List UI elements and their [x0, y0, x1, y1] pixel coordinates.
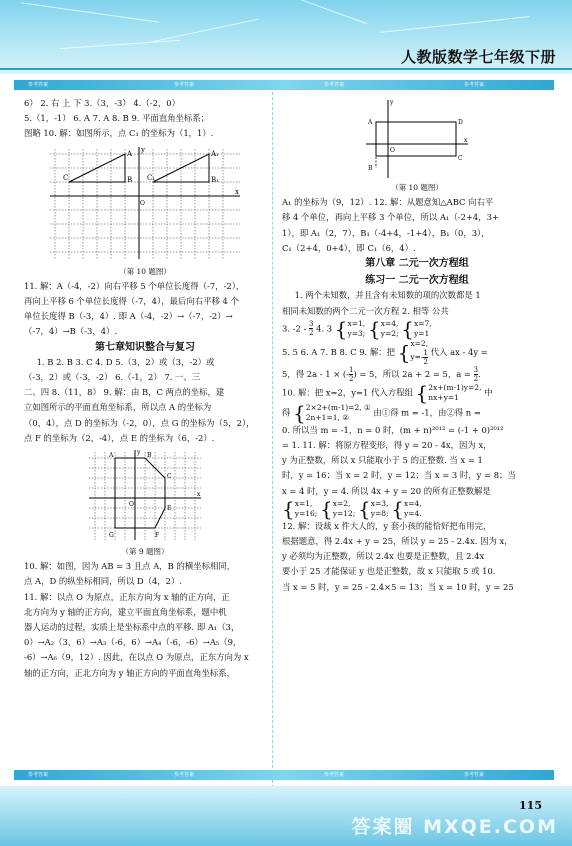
- tab-label: 参考答案: [324, 772, 345, 778]
- svg-text:B: B: [127, 175, 133, 184]
- tab-label: 参考答案: [174, 82, 195, 88]
- chapter-title: 第八章 二元一次方程组: [365, 258, 469, 270]
- svg-text:B: B: [368, 165, 373, 172]
- page-number: 115: [519, 799, 542, 812]
- answer-line-9: 5. 5 6. A 7. B 8. C 9. 解：把 {x=2, y=- $\frac{1}{2}$ 代入 ax - 4y =: [282, 338, 488, 366]
- text-line: 11. 解：以点 O 为原点，正东方向为 x 轴的正方向，正: [24, 591, 230, 602]
- solution-pair: x=4, y=4.: [403, 498, 422, 518]
- text-line: 器人运动的过程，实质上是坐标系中点的平移. 即 A₁（3，: [24, 622, 240, 633]
- text-line: C₁（2+4，0+4），即 C₁（6，4）.: [282, 242, 416, 253]
- text-line: 图略 10. 解：如图所示，点 C₁ 的坐标为（1，1）.: [24, 128, 214, 139]
- watermark-logo: 答案圈 MXQE.COM: [351, 816, 558, 838]
- svg-text:E: E: [167, 505, 172, 513]
- svg-text:x: x: [235, 187, 239, 196]
- exercise-title: 练习一 二元一次方程组: [365, 275, 469, 287]
- text-line: （-3，2）或（-3，-2） 6.（-1，2） 7. 一、三: [24, 372, 201, 383]
- figure-caption: （第 9 题图）: [121, 547, 169, 557]
- text-line: 立如图所示的平面直角坐标系，所以点 A 的坐标为: [24, 402, 212, 413]
- text-line: 12. 解：设裁 x 件大人的，y 套小孩的能恰好把布用完，: [282, 520, 492, 531]
- figure-caption: （第 10 题图）: [119, 266, 171, 276]
- text-line: y 必须均为正整数，所以 2.4x 也要是正整数，且 2.4x: [282, 551, 485, 562]
- text-line: 二、四 8.（11，8） 9. 解：由 B，C 两点的坐标，建: [24, 387, 225, 398]
- text-line: 1），即 A₁（2，7），B₁（-4+4，-1+4），B₁（0，3），: [282, 227, 490, 238]
- svg-text:C₁: C₁: [147, 173, 156, 182]
- text-line: 点 A，D 的纵坐标相同，所以 D（4，2）.: [24, 576, 183, 587]
- text-line: 0. 所以当 m = -1，n = 0 时，(m + n)²⁰¹² = (-1 + 0)²⁰¹²: [282, 424, 504, 435]
- text-line: x = 4 时，y = 4. 所以 4x + y = 20 的所有正整数解是: [282, 485, 491, 496]
- svg-text:x: x: [197, 491, 201, 499]
- svg-text:B₁: B₁: [211, 175, 219, 184]
- answer-line-10b: 得 {2×2+(m-1)=2, ① 2n+1=1, ② 由①得 m = -1，由②得 n =: [282, 400, 481, 425]
- svg-text:x: x: [464, 137, 468, 144]
- tab-label: 参考答案: [464, 772, 485, 778]
- text-line: = 1. 11. 解：将原方程变形，得 y = 20 - 4x，因为 x，: [282, 440, 492, 451]
- brace: {: [320, 496, 333, 521]
- answer-line-3-4: 3. -2 - $\frac{3}{2}$ 4. 3 {x=1, y=3; {x=4, y=2; {x=7, y=1: [282, 316, 432, 341]
- svg-text:O: O: [390, 147, 395, 154]
- right-column: [282, 96, 552, 595]
- text-line: 单位长度得 B（-3，4）. 即 A（-4，-2）→（-7，-2）→: [24, 311, 233, 322]
- solution-pair: x=2, y=12;: [332, 498, 356, 518]
- fig9-graph: [85, 448, 205, 544]
- fraction: $\frac{3}{2}$: [308, 320, 314, 338]
- svg-text:A: A: [109, 452, 114, 460]
- book-title: 人教版数学七年级下册: [400, 48, 556, 66]
- svg-text:y: y: [141, 145, 145, 154]
- text-line: 1. 两个未知数，并且含有未知数的项的次数都是 1: [294, 290, 481, 301]
- text-line: 0）→A₂（3，6）→A₃（-6，6）→A₄（-6，-6）→A₅（9，: [24, 637, 242, 648]
- text-line: 轴的正方向，正北方向为 y 轴正方向的平面直角坐标系，: [24, 667, 236, 678]
- text-line: 11. 解：A（-4，-2）向右平移 5 个单位长度得（-7，-2），: [24, 280, 245, 291]
- column-divider: [272, 92, 273, 788]
- brace: {: [391, 496, 404, 521]
- text-line: 1. B 2. B 3. C 4. D 5.（3，2）或（3，-2）或: [36, 356, 215, 367]
- tab-label: 参考答案: [28, 82, 49, 88]
- answer-line-9b: 5，得 2a - 1 × (- $\frac{1}{2}$ ) = 5，所以 2a + 2 = 5，a = $\frac{3}{2}$ .: [282, 365, 481, 383]
- solution-sets: [282, 496, 552, 521]
- text-line: 北方向为 y 轴的正方向，建立平面直角坐标系，题中机: [24, 606, 227, 617]
- bottom-tab-strip: [14, 770, 554, 780]
- text-line: 根据题意，得 2.4x + y = 25，所以 y = 25 - 2.4x. 因为 x，: [282, 536, 513, 547]
- top-tab-strip: [14, 80, 554, 90]
- tab-label: 参考答案: [28, 772, 49, 778]
- text-line: （-7，4）→B（-3，4）.: [24, 326, 118, 337]
- svg-text:O: O: [129, 501, 134, 509]
- brace: {: [358, 496, 371, 521]
- svg-text:G: G: [109, 532, 114, 540]
- header-rule: [0, 68, 572, 70]
- svg-text:y: y: [390, 99, 394, 106]
- tab-label: 参考答案: [174, 772, 195, 778]
- text-line: -6）→A₆（9，12）. 因此，在以点 O 为原点，正东方向为 x: [24, 652, 249, 663]
- text-line: 相同未知数的两个二元一次方程 2. 相等 公共: [282, 305, 449, 316]
- tab-label: 参考答案: [464, 82, 485, 88]
- svg-text:F: F: [155, 532, 160, 540]
- svg-text:C: C: [458, 155, 463, 162]
- text-line: 点 F 的坐标为（2，-4），点 E 的坐标为（6，-2）.: [24, 432, 215, 443]
- svg-text:A: A: [368, 119, 373, 126]
- svg-text:A: A: [127, 149, 133, 158]
- svg-text:D: D: [458, 119, 463, 126]
- text-line: 再向上平移 6 个单位长度得（-7，4），最后向右平移 4 个: [24, 296, 239, 307]
- fig10b-graph: [362, 98, 472, 180]
- svg-text:B: B: [147, 452, 152, 460]
- svg-text:A₁: A₁: [211, 149, 219, 158]
- text-line: 6） 2. 右 上 下 3.（3，-3） 4.（-2，0）: [24, 98, 180, 108]
- text-line: 10. 解：如图，因为 AB = 3 且点 A，B 的横坐标相同，: [24, 561, 236, 572]
- left-column: [24, 96, 266, 681]
- text-line: 要小于 25 才能保证 y 也是正整数，故 x 只能取 5 或 10.: [282, 566, 496, 577]
- svg-text:y: y: [137, 449, 141, 457]
- text-line: 移 4 个单位，再向上平移 3 个单位，所以 A₁（-2+4，3+: [282, 212, 499, 223]
- text-line: A₁ 的坐标为（9，12）. 12. 解：从题意知△ABC 向右平: [282, 197, 494, 208]
- text-line: 当 x = 5 时，y = 25 - 2.4×5 = 13；当 x = 10 时，y = 25: [282, 581, 514, 592]
- fig10-graph: [45, 144, 245, 264]
- brace: {: [282, 496, 295, 521]
- section-title: 第七章知识整合与复习: [95, 341, 195, 353]
- text-line: （0，4），点 D 的坐标为（-2，0），点 G 的坐标为（5，2），: [24, 417, 255, 428]
- svg-text:O: O: [140, 199, 145, 207]
- svg-text:C: C: [167, 473, 172, 481]
- svg-text:C: C: [63, 173, 69, 182]
- text-line: y 为正整数，所以 x 只能取小于 5 的正整数. 当 x = 1: [282, 455, 483, 466]
- text-line: 时，y = 16；当 x = 2 时，y = 12；当 x = 3 时，y = 8；当: [282, 470, 516, 481]
- figure-caption: （第 10 题图）: [391, 183, 443, 192]
- text-line: 5.（1，-1） 6. A 7. A 8. B 9. 平面直角坐标系；: [24, 113, 210, 124]
- solution-pair: x=3, y=8;: [370, 498, 389, 518]
- tab-label: 参考答案: [324, 82, 345, 88]
- answer-line-10: 10. 解：把 x=2，y=1 代入方程组 {2x+(m-1)y=2, nx+y=1 中: [282, 380, 493, 405]
- solution-pair: x=1, y=16;: [294, 498, 318, 518]
